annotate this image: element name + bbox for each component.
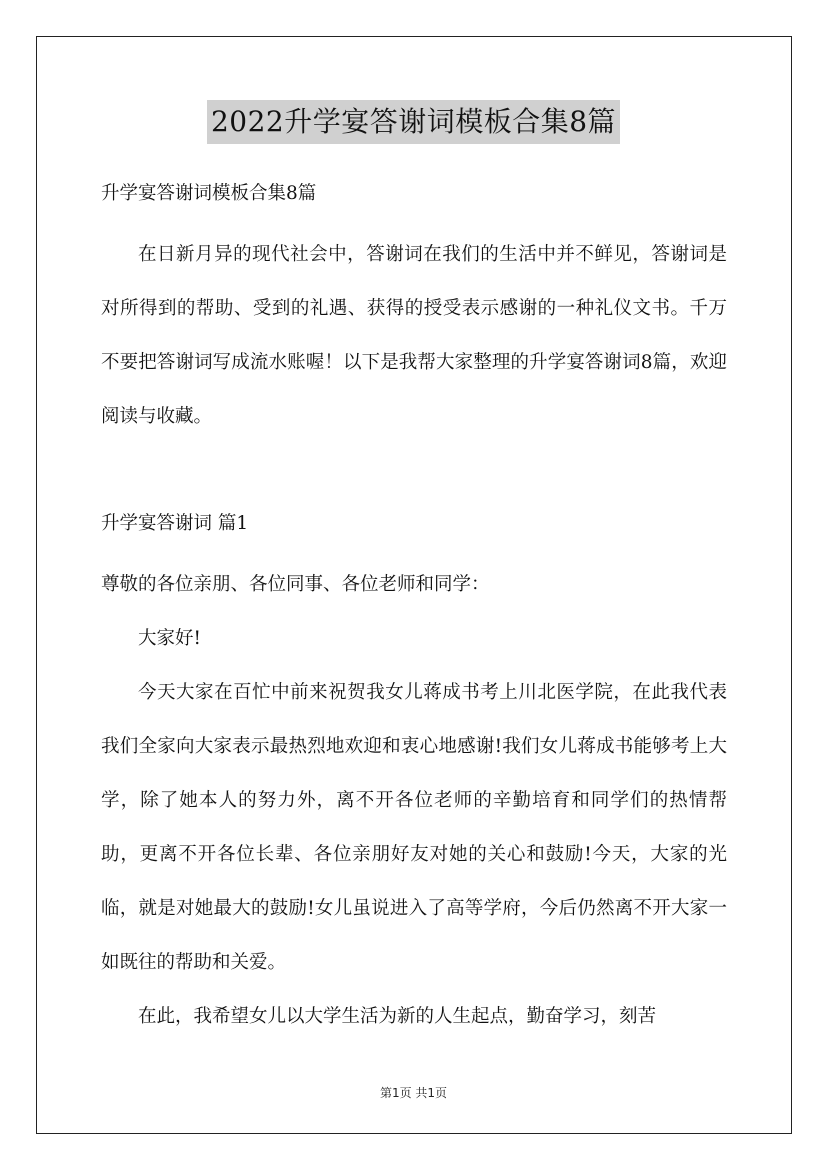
document-title: 2022升学宴答谢词模板合集8篇 xyxy=(207,100,620,144)
spacer xyxy=(101,444,727,504)
title-container xyxy=(0,100,827,144)
section-heading: 升学宴答谢词 篇1 xyxy=(101,513,249,534)
greeting: 大家好! xyxy=(138,628,201,649)
spacer xyxy=(101,214,727,228)
body-paragraph-2: 在此，我希望女儿以大学生活为新的人生起点，勤奋学习，刻苦 xyxy=(138,1006,657,1027)
salutation: 尊敬的各位亲朋、各位同事、各位老师和同学： xyxy=(101,574,490,595)
document-body xyxy=(101,174,727,1044)
page-footer: 第1页 共1页 xyxy=(379,1086,448,1100)
spacer xyxy=(101,544,727,558)
document-subtitle: 升学宴答谢词模板合集8篇 xyxy=(101,183,317,204)
body-paragraph-1: 今天大家在百忙中前来祝贺我女儿蒋成书考上川北医学院，在此我代表我们全家向大家表示最热烈地欢迎和衷心地感谢!我们女儿蒋成书能够考上大学，除了她本人的努力外，离不开各位老师的辛勤培育和同学们的热情帮助，更离不开各位长辈、各位亲朋好友对她的关心和鼓励!今天，大家的光临，就是对她最大的鼓励!女儿虽说进入了高等学府，今后仍然离不开大家一如既往的帮助和关爱。 xyxy=(101,682,727,973)
intro-paragraph: 在日新月异的现代社会中，答谢词在我们的生活中并不鲜见，答谢词是对所得到的帮助、受到的礼遇、获得的授受表示感谢的一种礼仪文书。千万不要把答谢词写成流水账喔！以下是我帮大家整理的升学宴答谢词8篇，欢迎阅读与收藏。 xyxy=(101,244,727,427)
